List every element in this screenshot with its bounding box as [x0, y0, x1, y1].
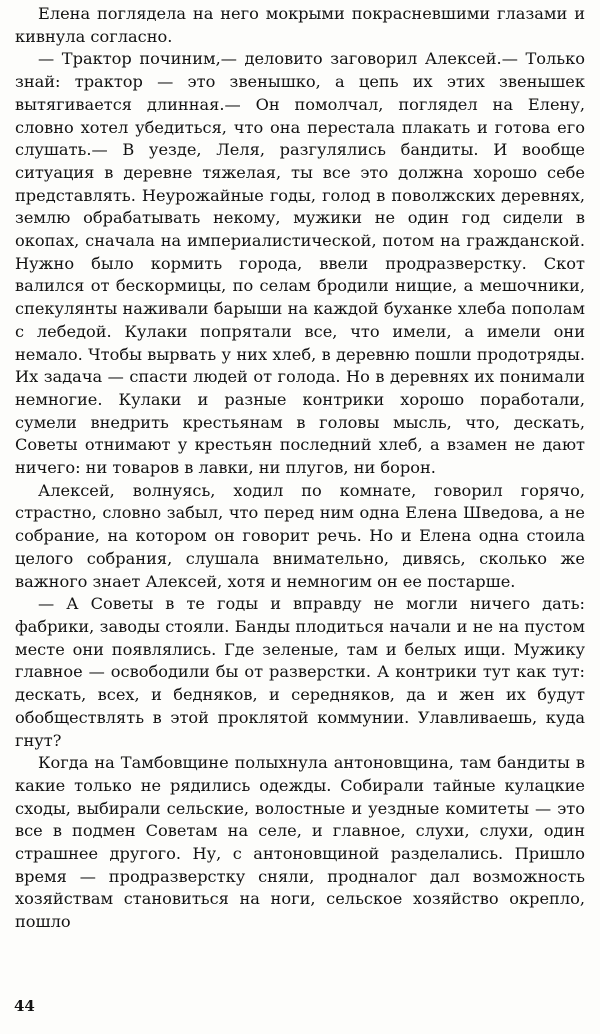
paragraph-1: Елена поглядела на него мокрыми покрасневшими глазами и кивнула согласно.: [15, 4, 585, 46]
paragraph-4: — А Советы в те годы и вправду не могли ничего дать: фабрики, заводы стояли. Банды плодиться начали и не на пустом месте они появлялись. Где зеленые, там и белых ищи. Мужику главное — освободили бы от разверстки. А контрики тут как тут: дескать, всех, и бедняков, и середняков, да и жен их будут обобществлять в этой проклятой коммунии. Улавливаешь, куда гнут?: [15, 594, 585, 750]
paragraph-5: Когда на Тамбовщине полыхнула антоновщина, там бандиты в какие только не рядились одежды. Собирали тайные кулацкие сходы, выбирали сельские, волостные и уездные комитеты — это все в подмен Советам на селе, и главное, слухи, слухи, один страшнее другого. Ну, с антоновщиной разделались. Пришло время — продразверстку сняли, продналог дал возможность хозяйствам становиться на ноги, сельское хозяйство окрепло, пошло: [15, 753, 585, 932]
page-number: 44: [14, 997, 35, 1015]
paragraph-2: — Трактор починим,— деловито заговорил Алексей.— Только знай: трактор — это звенышко, а цепь их этих звенышек вытягивается длинная.— Он помолчал, поглядел на Елену, словно хотел убедиться, что она перестала плакать и готова его слушать.— В уезде, Леля, разгулялись бандиты. И вообще ситуация в деревне тяжелая, ты все это должна хорошо себе представлять. Неурожайные годы, голод в поволжских деревнях, землю обрабатывать некому, мужики не один год сидели в окопах, сначала на империалистической, потом на гражданской. Нужно было кормить города, ввели продразверстку. Скот валился от бескормицы, по селам бродили нищие, а мешочники, спекулянты наживали барыши на каждой буханке хлеба пополам с лебедой. Кулаки попрятали все, что имели, а имели они немало. Чтобы вырвать у них хлеб, в деревню пошли продотряды. Их задача — спасти людей от голода. Но в деревнях их понимали немногие. Кулаки и разные контрики хорошо поработали, сумели внедрить крестьянам в головы мысль, что, дескать, Советы отнимают у крестьян последний хлеб, а взамен не дают ничего: ни товаров в лавки, ни плугов, ни борон.: [15, 49, 585, 478]
paragraph-3: Алексей, волнуясь, ходил по комнате, говорил горячо, страстно, словно забыл, что перед ним одна Елена Шведова, а не собрание, на котором он говорит речь. Но и Елена одна стоила целого собрания, слушала внимательно, дивясь, сколько же важного знает Алексей, хотя и немногим он ее постарше.: [15, 480, 585, 591]
body-text: [15, 3, 585, 934]
